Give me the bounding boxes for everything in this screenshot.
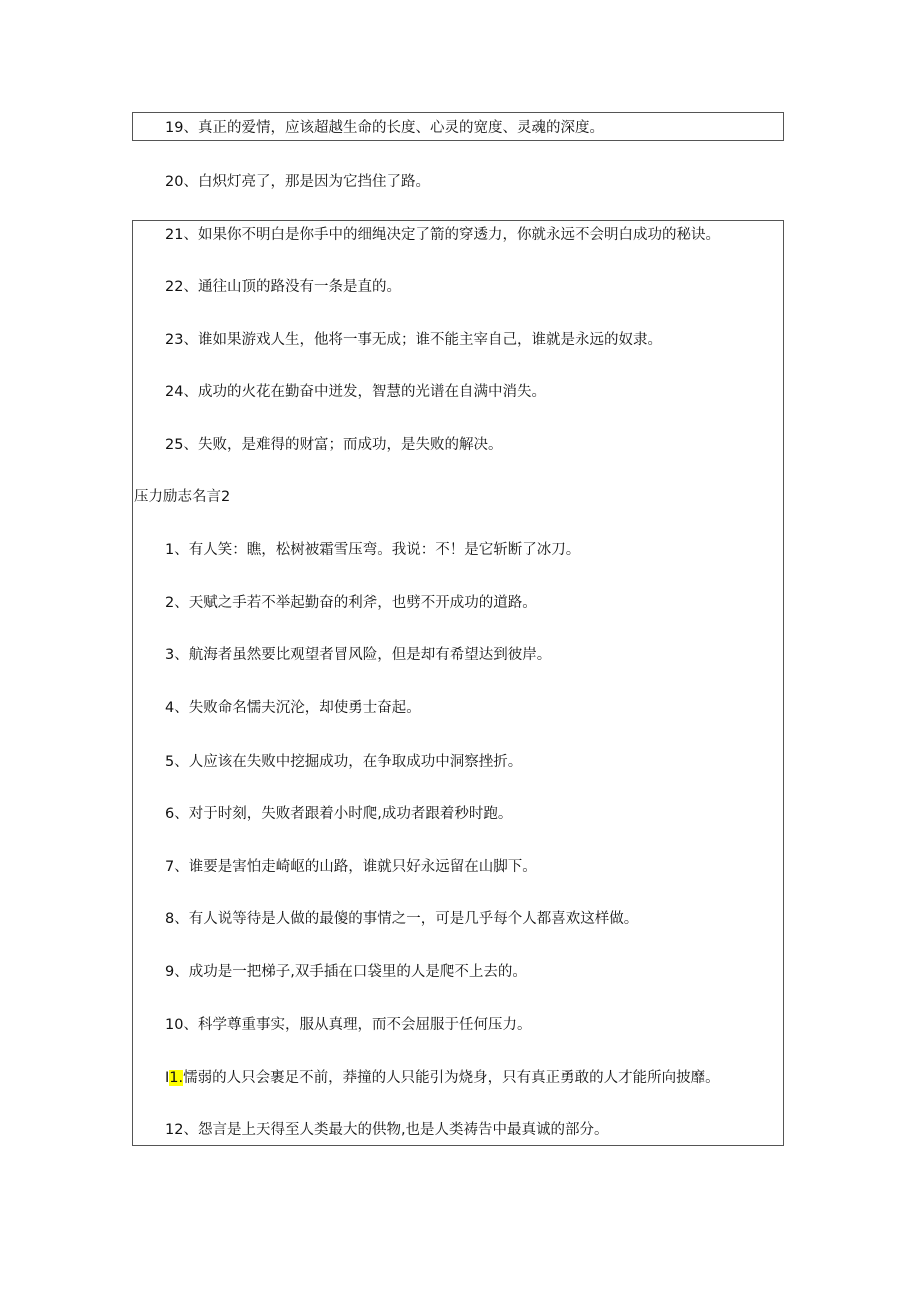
quote-20: 20、白炽灯亮了，那是因为它挡住了路。 [165,174,430,190]
item-2: 2、天赋之手若不举起勤奋的利斧，也劈不开成功的道路。 [165,595,537,611]
quote-24: 24、成功的火花在勤奋中迸发，智慧的光谱在自满中消失。 [165,384,546,400]
item-11-highlight: 1. [169,1070,184,1086]
item-11 [165,1068,720,1088]
item-3: 3、航海者虽然要比观望者冒风险，但是却有希望达到彼岸。 [165,647,552,663]
item-9: 9、成功是一把梯子,双手插在口袋里的人是爬不上去的。 [165,964,527,980]
item-10: 10、科学尊重事实，服从真理，而不会屈服于任何压力。 [165,1017,532,1033]
quote-22: 22、通往山顶的路没有一条是直的。 [165,279,401,295]
item-8: 8、有人说等待是人做的最傻的事情之一，可是几乎每个人都喜欢这样做。 [165,911,639,927]
quote-23: 23、谁如果游戏人生，他将一事无成；谁不能主宰自己，谁就是永远的奴隶。 [165,332,662,348]
item-5: 5、人应该在失败中挖掘成功，在争取成功中洞察挫折。 [165,754,523,770]
quote-25: 25、失败，是难得的财富；而成功，是失败的解决。 [165,437,503,453]
item-6: 6、对于时刻，失败者跟着小时爬,成功者跟着秒时跑。 [165,806,513,822]
quote-19: 19、真正的爱情，应该超越生命的长度、心灵的宽度、灵魂的深度。 [165,120,604,136]
section-heading: 压力励志名言2 [134,489,231,505]
item-11-prefix: I [165,1070,170,1086]
item-1: 1、有人笑：瞧，松树被霜雪压弯。我说：不！是它斩断了冰刀。 [165,542,581,558]
quote-21: 21、如果你不明白是你手中的细绳决定了箭的穿透力，你就永远不会明白成功的秘诀。 [165,227,720,243]
item-4: 4、失败命名懦夫沉沦，却使勇士奋起。 [165,700,421,716]
item-11-text: 懦弱的人只会裹足不前，莽撞的人只能引为烧身，只有真正勇敢的人才能所向披靡。 [183,1070,720,1086]
quote-box-2 [132,220,784,1146]
item-12: 12、怨言是上天得至人类最大的供物,也是人类祷告中最真诚的部分。 [165,1122,609,1138]
item-7: 7、谁要是害怕走崎岖的山路，谁就只好永远留在山脚下。 [165,859,537,875]
